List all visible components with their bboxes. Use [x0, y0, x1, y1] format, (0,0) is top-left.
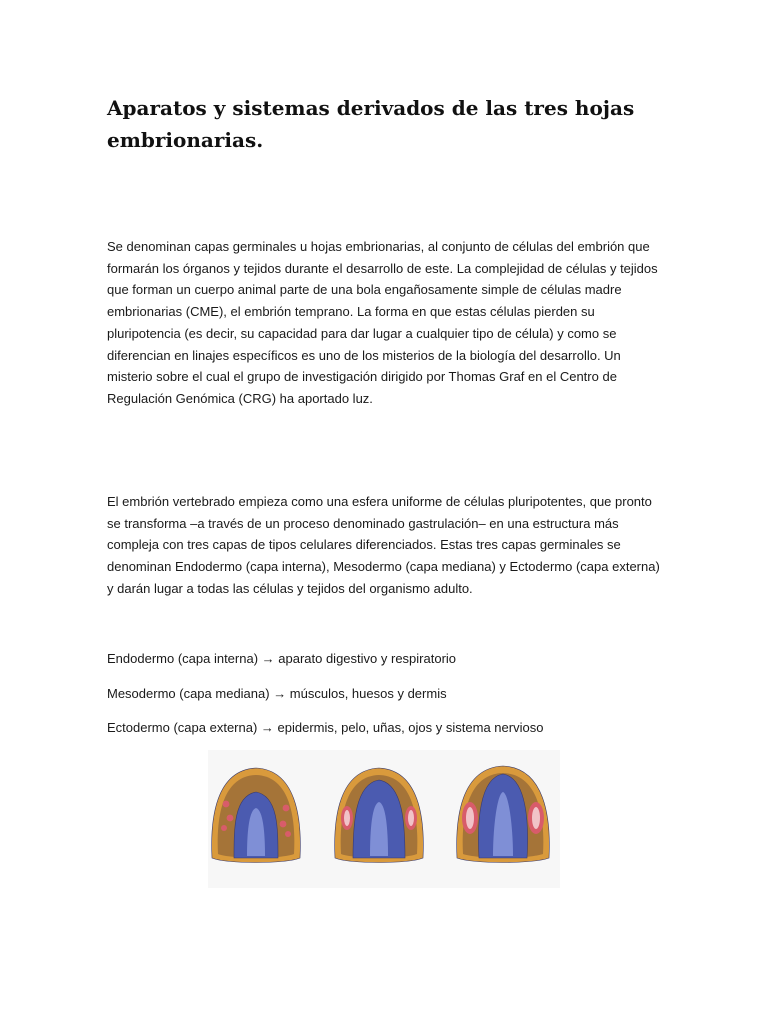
- embryo-section-3: [457, 766, 550, 863]
- paragraph-gastrulation: El embrión vertebrado empieza como una esfera uniforme de células pluripotentes, que pronto se transforma –a través de un proceso denominado gastrulación– en una estructura más compleja con tres capas de tipos celulares diferenciados. Estas tres capas germinales se denominan Endodermo (capa interna), Mesodermo (capa mediana) y Ectodermo (capa externa) y darán lugar a todas las células y tejidos del organismo adulto.: [107, 494, 660, 596]
- layer-item-ectodermo: Ectodermo (capa externa) → epidermis, pelo, uñas, ojos y sistema nervioso: [107, 720, 544, 735]
- embryo-section-2: [335, 768, 424, 863]
- embryo-illustration: [208, 750, 560, 888]
- embryo-section-1: [212, 768, 301, 863]
- document-title: Aparatos y sistemas derivados de las tres hojas embrionarias.: [107, 96, 635, 152]
- layer-item-endodermo: Endodermo (capa interna) → aparato digestivo y respiratorio: [107, 651, 457, 666]
- embryo-cross-sections-figure: [208, 750, 560, 888]
- paragraph-germ-layers-definition: Se denominan capas germinales u hojas embrionarias, al conjunto de células del embrión que formarán los órganos y tejidos durante el desarrollo de este. La complejidad de células y tejidos que forman un cuerpo animal parte de una bola engañosamente simple de células madre embrionarias (CME), el embrión temprano. La forma en que estas células pierden su pluripotencia (es decir, su capacidad para dar lugar a cualquier tipo de célula) y como se diferencian en linajes específicos es uno de los misterios de la biología del desarrollo. Un misterio sobre el cual el grupo de investigación dirigido por Thomas Graf en el Centro de Regulación Genómica (CRG) ha aportado luz.: [107, 239, 658, 406]
- layer-item-mesodermo: Mesodermo (capa mediana) → músculos, huesos y dermis: [107, 686, 447, 701]
